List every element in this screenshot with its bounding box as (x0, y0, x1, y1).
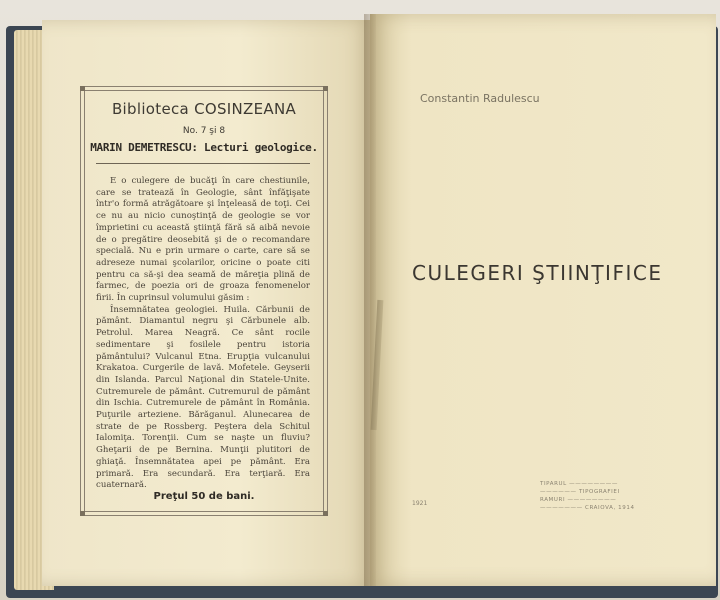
book-title: CULEGERI ŞTIINŢIFICE (412, 261, 663, 285)
imprint-line: —⁠—⁠—⁠—⁠—⁠—⁠— CRAIOVA, 1914 (540, 505, 635, 511)
imprint-line: —⁠—⁠—⁠—⁠—⁠— TIPOGRAFIEI (540, 489, 620, 495)
imprint-line: RAMURI ⁠—⁠—⁠—⁠—⁠—⁠—⁠—⁠— (540, 497, 617, 503)
frame-corner (80, 511, 85, 516)
frame-corner (323, 86, 328, 91)
book-gutter (364, 14, 376, 586)
series-number: No. 7 şi 8 (182, 126, 226, 136)
book-title-advert: MARIN DEMETRESCU: Lecturi geologice. (90, 141, 318, 154)
page-number: 1921 (412, 500, 428, 507)
frame-corner (80, 86, 85, 91)
series-title: Biblioteca COSINZEANA (111, 100, 297, 118)
advert-intro: E o culegere de bucăţi în care chestiunile, care se tratează în Geologie, sânt înfăţişate într'o formă atrăgătoare şi înţeleasă de toţi. Cei ce nu au nicio cunoştinţă de geologie se vor împrietini cu această ştiinţă fără să aibă nevoie de o pregătire deosebită şi de o recomandare specială. Nu e prin urmare o carte, care să se adreseze numai şcolarilor, oricine o poate citi pentru ca să-şi dea seamă de măreţia plină de farmec, de poezia ori de groaza fenomenelor firii. În cuprinsul volumului găsim : (96, 176, 310, 304)
author-name: Constantin Radulescu (420, 92, 540, 105)
advert-contents: Însemnătatea geologiei. Huila. Cărbunii de pământ. Diamantul negru şi Cărbunele alb. Petrolul. Marea Neagră. Ce sânt rocile sedimentare şi fosilele pentru istoria pământului? Vulcanul Etna. Erupţia vulcanului Krakatoa. Curgerile de lavă. Mofetele. Geyserii din Islanda. Parcul Naţional din Statele-Unite. Cutremurele de pământ. Cutremurul de pământ din Ischia. Cutremurele de pământ în România. Puţurile arteziene. Bărăganul. Alunecarea de strate de pe Rossberg. Peştera dela Schitul Ialomiţa. Torenţii. Cum se naşte un fluviu? Gheţarii de pe Bernina. Munţii plutitori de ghiaţă. Însemnătatea apei pe pământ. Era primară. Era secundară. Era terţiară. Era cuaternară. (96, 304, 310, 491)
frame-corner (323, 511, 328, 516)
divider (96, 163, 310, 164)
printer-imprint (540, 480, 700, 512)
price-label: Preţul 50 de bani. (153, 491, 255, 502)
imprint-line: TIPARUL ⁠—⁠—⁠—⁠—⁠—⁠—⁠—⁠— (540, 481, 618, 487)
advert-body (96, 176, 310, 492)
